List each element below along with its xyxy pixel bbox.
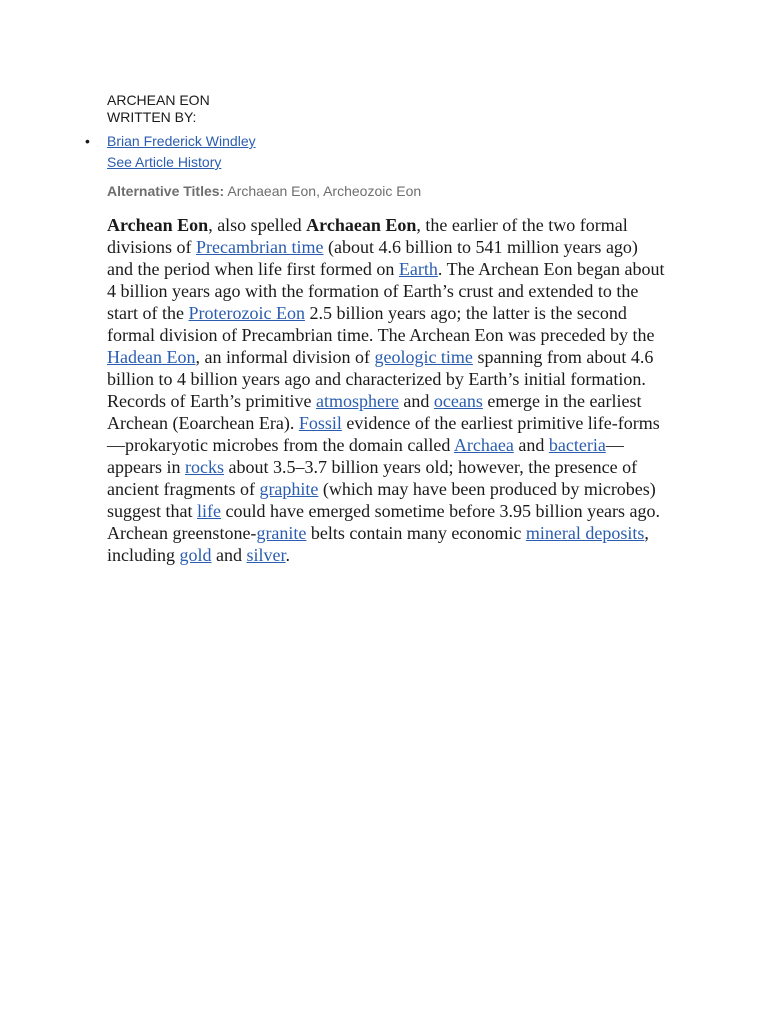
- article-history-link[interactable]: See Article History: [107, 154, 222, 170]
- link-atmosphere[interactable]: atmosphere: [315, 391, 399, 411]
- body-text: , including: [107, 523, 649, 565]
- body-text: 2.5 billion years ago; the latter is the second formal division of Precambrian time. The Archean Eon was preceded by the: [107, 303, 655, 345]
- body-text: (which may have been produced by microbes) suggest that: [107, 479, 656, 521]
- link-life[interactable]: life: [197, 501, 221, 521]
- body-text: evidence of the earliest primitive life-forms—prokaryotic microbes from the domain called: [107, 413, 660, 455]
- body-text: and: [211, 545, 247, 565]
- author-link[interactable]: Brian Frederick Windley: [107, 133, 256, 149]
- link-granite[interactable]: granite: [256, 523, 307, 543]
- link-archaea[interactable]: Archaea: [453, 435, 514, 455]
- link-fossil[interactable]: Fossil: [298, 413, 342, 433]
- term-archaean-eon: Archaean Eon: [306, 215, 417, 235]
- link-gold[interactable]: gold: [179, 545, 212, 565]
- article-page: [85, 92, 667, 566]
- alternative-titles-label: Alternative Titles:: [107, 183, 225, 199]
- link-bacteria[interactable]: bacteria: [548, 435, 606, 455]
- body-text: could have emerged sometime before 3.95 billion years ago. Archean greenstone-: [107, 501, 661, 543]
- body-text: and: [513, 435, 549, 455]
- link-graphite[interactable]: graphite: [259, 479, 319, 499]
- body-text: , an informal division of: [195, 347, 375, 367]
- term-archean-eon: Archean Eon: [107, 215, 209, 235]
- body-text: belts contain many economic: [306, 523, 526, 543]
- body-text: spanning from about 4.6 billion to 4 billion years ago and characterized by Earth’s initial formation. Records of Earth’s primitive: [107, 347, 654, 411]
- alternative-titles-value: Archaean Eon, Archeozoic Eon: [224, 183, 422, 199]
- link-geologic-time[interactable]: geologic time: [374, 347, 473, 367]
- body-text: emerge in the earliest Archean (Eoarchean Era).: [107, 391, 642, 433]
- link-oceans[interactable]: oceans: [433, 391, 483, 411]
- article-body: [107, 214, 667, 566]
- body-text: —appears in: [107, 435, 624, 477]
- link-proterozoic-eon[interactable]: Proterozoic Eon: [188, 303, 305, 323]
- body-text: .: [285, 545, 291, 565]
- body-text: and: [398, 391, 434, 411]
- link-mineral-deposits[interactable]: mineral deposits: [525, 523, 645, 543]
- author-list: [85, 131, 667, 173]
- link-rocks[interactable]: rocks: [184, 457, 224, 477]
- body-text: (about 4.6 billion to 541 million years ago) and the period when life first formed on: [107, 237, 638, 279]
- body-text: , the earlier of the two formal divisions of: [107, 215, 628, 257]
- link-hadean-eon[interactable]: Hadean Eon: [107, 347, 196, 367]
- body-text: . The Archean Eon began about 4 billion years ago with the formation of Earth’s crust and extended to the start of the: [107, 259, 665, 323]
- bullet-icon: •: [85, 133, 90, 149]
- alternative-titles: [107, 183, 667, 200]
- body-text: , also spelled: [208, 215, 307, 235]
- article-title: ARCHEAN EON: [107, 92, 210, 108]
- link-precambrian-time[interactable]: Precambrian time: [196, 237, 324, 257]
- link-earth[interactable]: Earth: [398, 259, 438, 279]
- list-item: [107, 152, 667, 173]
- link-silver[interactable]: silver: [246, 545, 286, 565]
- written-by-label: WRITTEN BY:: [107, 109, 197, 125]
- body-text: about 3.5–3.7 billion years old; however, the presence of ancient fragments of: [107, 457, 638, 499]
- list-item: [85, 131, 667, 152]
